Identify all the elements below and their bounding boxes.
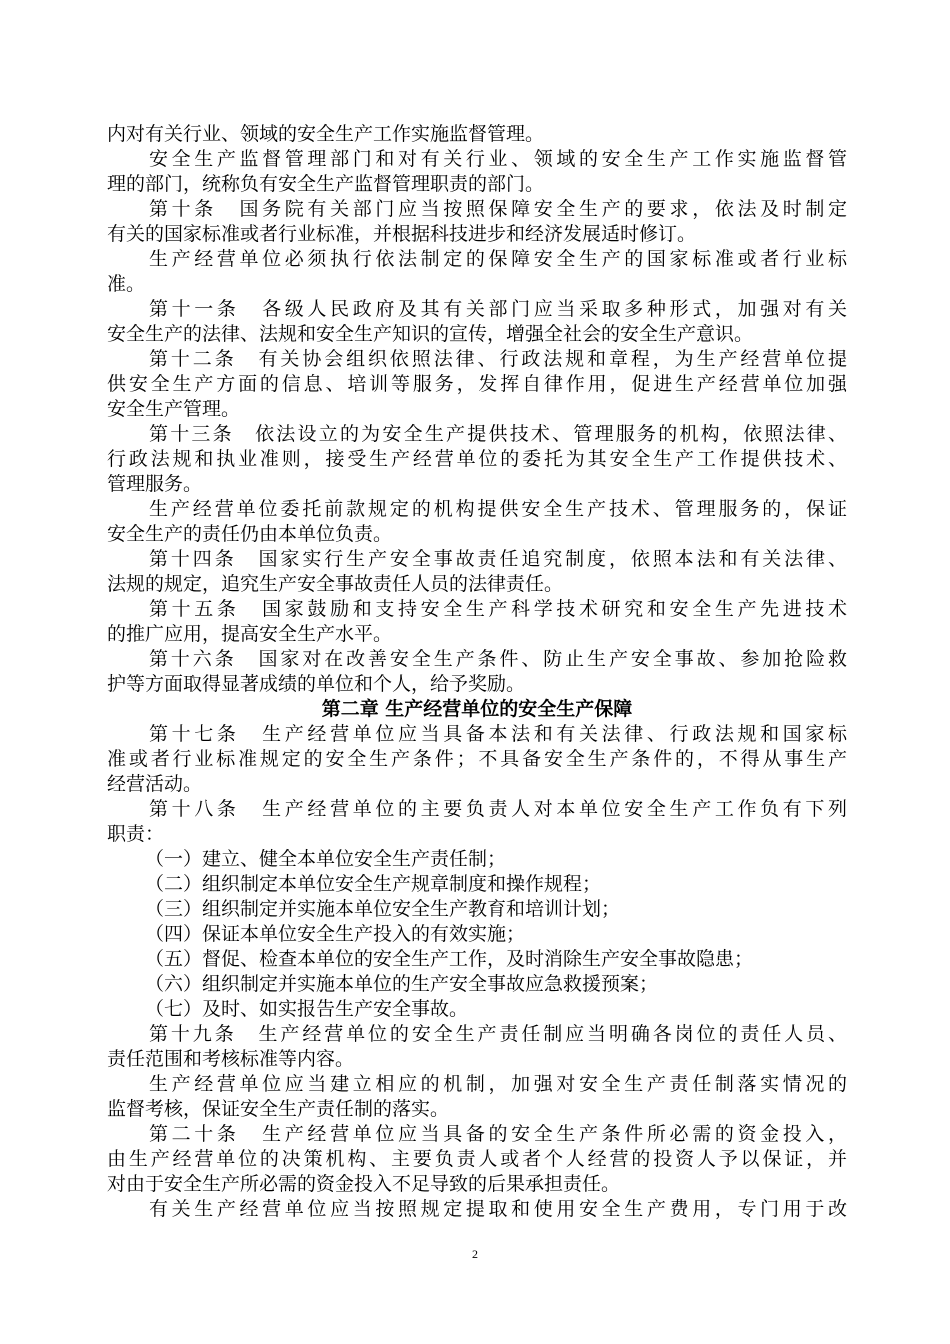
text-line: 有关生产经营单位应当按照规定提取和使用安全生产费用，专门用于改 (149, 1198, 847, 1220)
text-line: 由生产经营单位的决策机构、主要负责人或者个人经营的投资人予以保证，并 (107, 1148, 847, 1170)
list-item: （一）建立、健全本单位安全生产责任制； (145, 848, 507, 870)
text-line: 第十条 国务院有关部门应当按照保障安全生产的要求，依法及时制定 (149, 198, 847, 220)
text-line: 第十五条 国家鼓励和支持安全生产科学技术研究和安全生产先进技术 (149, 598, 847, 620)
text-line: 的推广应用，提高安全生产水平。 (107, 623, 393, 645)
text-line: 准。 (107, 273, 146, 295)
text-line: 生产经营单位委托前款规定的机构提供安全生产技术、管理服务的，保证 (149, 498, 847, 520)
text-line: 监督考核，保证安全生产责任制的落实。 (107, 1098, 450, 1120)
text-line: 职责： (107, 823, 165, 845)
text-line: 安全生产管理。 (107, 398, 241, 420)
text-line: 对由于安全生产所必需的资金投入不足导致的后果承担责任。 (107, 1173, 621, 1195)
text-line: 第十六条 国家对在改善安全生产条件、防止生产安全事故、参加抢险救 (149, 648, 847, 670)
text-line: 第二十条 生产经营单位应当具备的安全生产条件所必需的资金投入， (149, 1123, 847, 1145)
page-number: 2 (472, 1247, 478, 1261)
list-item: （三）组织制定并实施本单位安全生产教育和培训计划； (145, 898, 621, 920)
text-line: 安全生产的责任仍由本单位负责。 (107, 523, 393, 545)
text-line: 安全生产监督管理部门和对有关行业、领域的安全生产工作实施监督管 (149, 148, 847, 170)
text-line: 准或者行业标准规定的安全生产条件；不具备安全生产条件的，不得从事生产 (107, 748, 847, 770)
text-line: 安全生产的法律、法规和安全生产知识的宣传，增强全社会的安全生产意识。 (107, 323, 754, 345)
text-line: 生产经营单位必须执行依法制定的保障安全生产的国家标准或者行业标 (149, 248, 847, 270)
list-item: （四）保证本单位安全生产投入的有效实施； (145, 923, 526, 945)
text-line: 生产经营单位应当建立相应的机制，加强对安全生产责任制落实情况的 (149, 1073, 847, 1095)
text-line: 管理服务。 (107, 473, 203, 495)
list-item: （六）组织制定并实施本单位的生产安全事故应急救援预案； (145, 973, 659, 995)
text-line: 法规的规定，追究生产安全事故责任人员的法律责任。 (107, 573, 564, 595)
text-line: 第十二条 有关协会组织依照法律、行政法规和章程，为生产经营单位提 (149, 348, 847, 370)
text-line: 第十七条 生产经营单位应当具备本法和有关法律、行政法规和国家标 (149, 723, 847, 745)
text-line: 第十九条 生产经营单位的安全生产责任制应当明确各岗位的责任人员、 (149, 1023, 847, 1045)
text-line: 护等方面取得显著成绩的单位和个人，给予奖励。 (107, 673, 526, 695)
list-item: （二）组织制定本单位安全生产规章制度和操作规程； (145, 873, 602, 895)
list-item: （七）及时、如实报告生产安全事故。 (145, 998, 469, 1020)
list-item: （五）督促、检查本单位的安全生产工作，及时消除生产安全事故隐患； (145, 948, 754, 970)
text-line: 责任范围和考核标准等内容。 (107, 1048, 355, 1070)
text-line: 行政法规和执业准则，接受生产经营单位的委托为其安全生产工作提供技术、 (107, 448, 847, 470)
text-line: 理的部门，统称负有安全生产监督管理职责的部门。 (107, 173, 545, 195)
text-line: 第十八条 生产经营单位的主要负责人对本单位安全生产工作负有下列 (149, 798, 847, 820)
text-line: 供安全生产方面的信息、培训等服务，发挥自律作用，促进生产经营单位加强 (107, 373, 847, 395)
text-line: 内对有关行业、领域的安全生产工作实施监督管理。 (107, 123, 545, 145)
text-line: 第十一条 各级人民政府及其有关部门应当采取多种形式，加强对有关 (149, 298, 847, 320)
text-line: 经营活动。 (107, 773, 203, 795)
text-line: 第十三条 依法设立的为安全生产提供技术、管理服务的机构，依照法律、 (149, 423, 847, 445)
text-line: 有关的国家标准或者行业标准，并根据科技进步和经济发展适时修订。 (107, 223, 697, 245)
text-line: 第十四条 国家实行生产安全事故责任追究制度，依照本法和有关法律、 (149, 548, 847, 570)
document-body (107, 122, 847, 1222)
chapter-heading: 第二章 生产经营单位的安全生产保障 (321, 698, 633, 720)
